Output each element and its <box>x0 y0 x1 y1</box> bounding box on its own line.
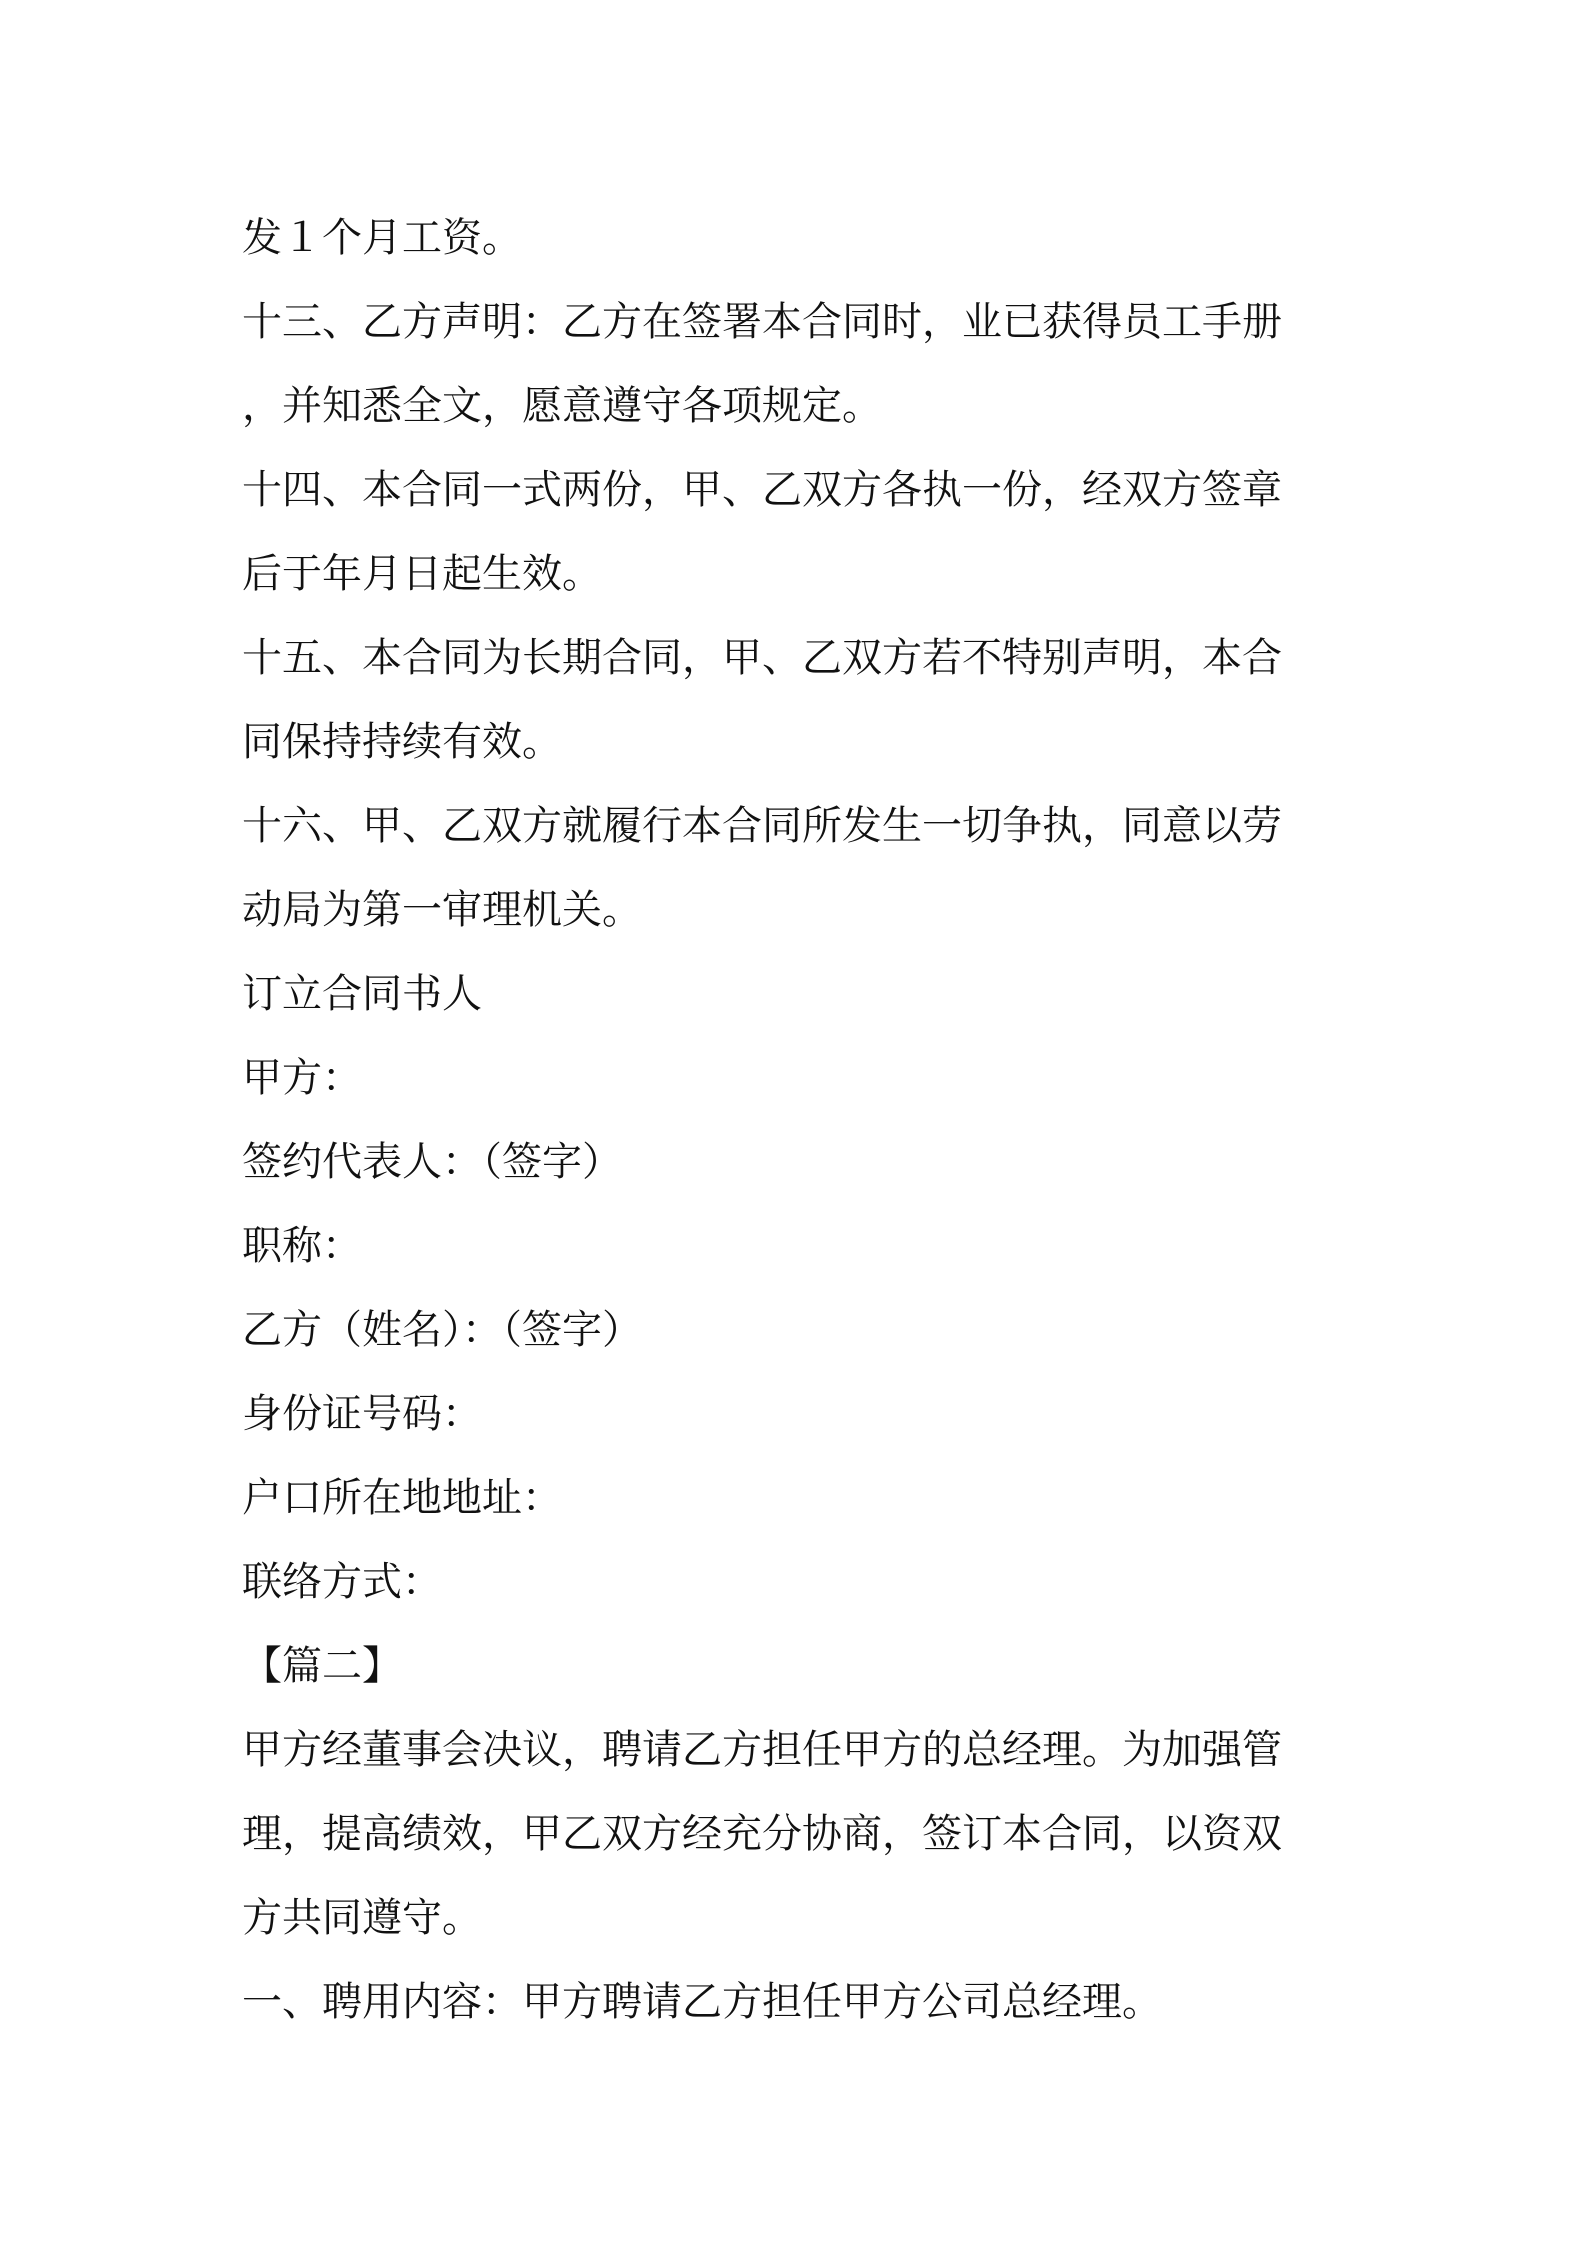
text-line: 户口所在地地址： <box>242 1475 562 1521</box>
text-line: 乙方（姓名）：（签字） <box>242 1307 642 1353</box>
text-line: 动局为第一审理机关。 <box>242 887 642 933</box>
text-line: 身份证号码： <box>242 1391 482 1437</box>
text-line: 甲方经董事会决议，聘请乙方担任甲方的总经理。为加强管 <box>242 1727 1282 1773</box>
text-line: 一、聘用内容：甲方聘请乙方担任甲方公司总经理。 <box>242 1979 1162 2025</box>
text-line: 职称： <box>242 1223 362 1269</box>
text-line: 方共同遵守。 <box>242 1895 482 1941</box>
text-line: ，并知悉全文，愿意遵守各项规定。 <box>242 383 882 429</box>
text-line: 订立合同书人 <box>242 971 482 1017</box>
text-line: 签约代表人：（签字） <box>242 1139 622 1185</box>
text-line: 甲方： <box>242 1055 362 1101</box>
text-line: 后于年月日起生效。 <box>242 551 602 597</box>
document-body <box>242 196 1362 2044</box>
text-line: 十四、本合同一式两份，甲、乙双方各执一份，经双方签章 <box>242 467 1282 513</box>
text-line: 同保持持续有效。 <box>242 719 562 765</box>
text-line: 十三、乙方声明：乙方在签署本合同时，业已获得员工手册 <box>242 299 1282 345</box>
text-line: 联络方式： <box>242 1559 442 1605</box>
text-line: 十六、甲、乙双方就履行本合同所发生一切争执，同意以劳 <box>242 803 1282 849</box>
text-line: 【篇二】 <box>242 1643 402 1689</box>
text-line: 理，提高绩效，甲乙双方经充分协商，签订本合同，以资双 <box>242 1811 1282 1857</box>
text-line: 十五、本合同为长期合同，甲、乙双方若不特别声明，本合 <box>242 635 1282 681</box>
text-line: 发１个月工资。 <box>242 215 522 261</box>
